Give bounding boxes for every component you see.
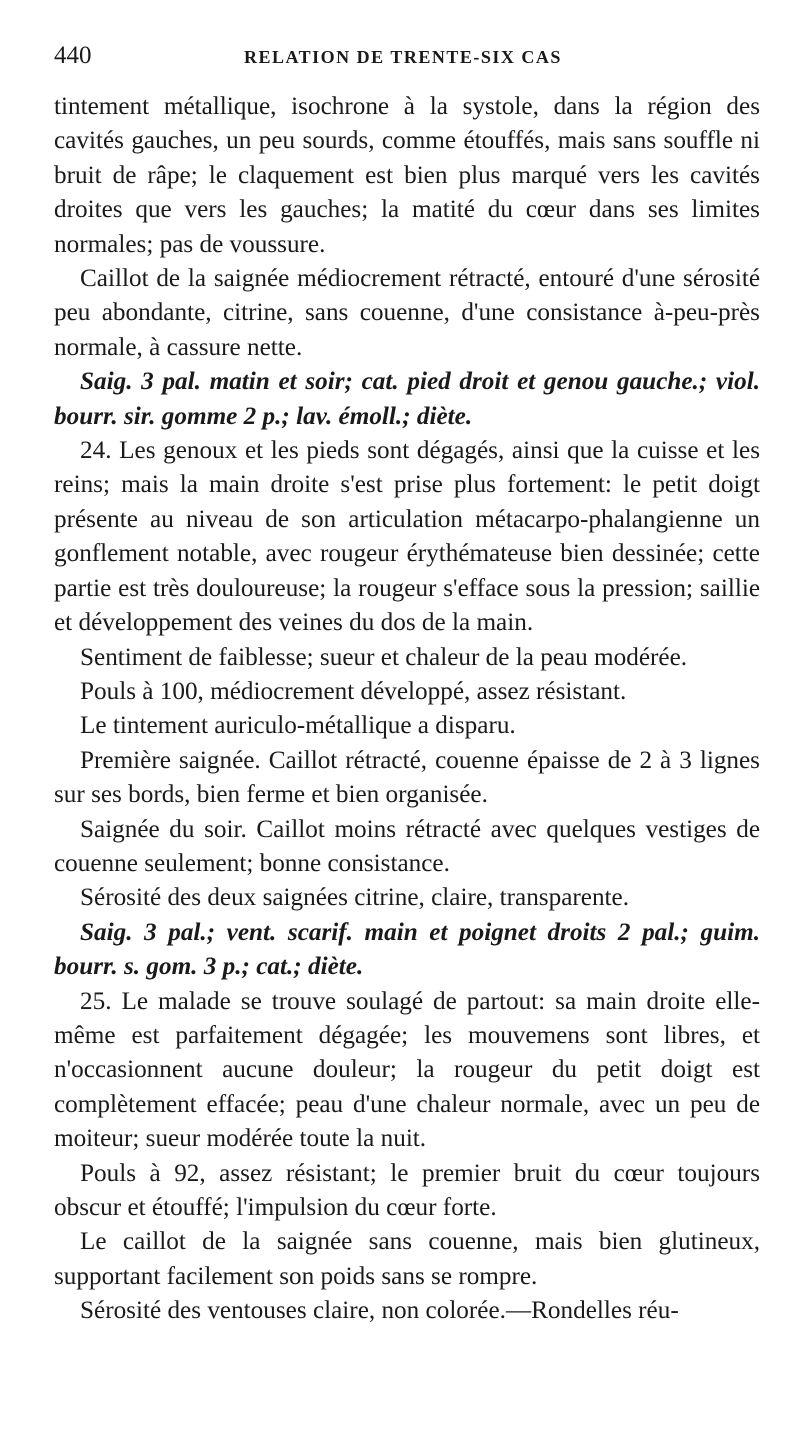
paragraph: Sentiment de faiblesse; sueur et chaleur de la peau modérée. — [80, 643, 688, 671]
paragraph: 25. Le malade se trouve soulagé de partout: sa main droite elle-même est parfaitement dégagée; les mouvemens sont libres, et n'occasionnent aucune douleur; la rougeur du petit doigt est complètement effacée; peau d'une chaleur normale, avec un peu de moiteur; sueur modérée toute la nuit. — [54, 987, 760, 1153]
paragraph: Saignée du soir. Caillot moins rétracté avec quelques vestiges de couenne seulement; bonne consistance. — [54, 815, 760, 877]
page-number: 440 — [54, 42, 92, 69]
paragraph: Caillot de la saignée médiocrement rétracté, entouré d'une sérosité peu abondante, citrine, sans couenne, d'une consistance à-peu-près normale, à cassure nette. — [54, 265, 760, 361]
page-header — [54, 42, 760, 82]
running-head: RELATION DE TRENTE-SIX CAS — [244, 47, 562, 67]
paragraph: Pouls à 92, assez résistant; le premier bruit du cœur toujours obscur et étouffé; l'impulsion du cœur forte. — [54, 1159, 760, 1221]
paragraph: tintement métallique, isochrone à la systole, dans la région des cavités gauches, un peu sourds, comme étouffés, mais sans souffle ni bruit de râpe; le claquement est bien plus marqué vers les cavités droites que vers les gauches; la matité du cœur dans ses limites normales; pas de voussure. — [54, 93, 760, 258]
paragraph: Première saignée. Caillot rétracté, couenne épaisse de 2 à 3 lignes sur ses bords, bien ferme et bien organisée. — [54, 746, 760, 809]
paragraph: Sérosité des ventouses claire, non colorée.—Rondelles réu- — [80, 1297, 679, 1325]
paragraph: Le caillot de la saignée sans couenne, mais bien glutineux, supportant facilement son poids sans se rompre. — [54, 1228, 760, 1290]
prescription: Saig. 3 pal.; vent. scarif. main et poignet droits 2 pal.; guim. bourr. s. gom. 3 p.; cat.; diète. — [54, 918, 760, 981]
body-text — [54, 90, 760, 1329]
paragraph: Le tintement auriculo-métallique a disparu. — [80, 712, 516, 740]
paragraph: Pouls à 100, médiocrement développé, assez résistant. — [80, 677, 627, 705]
paragraph: Sérosité des deux saignées citrine, claire, transparente. — [80, 884, 630, 912]
paragraph: 24. Les genoux et les pieds sont dégagés, ainsi que la cuisse et les reins; mais la main droite s'est prise plus fortement: le petit doigt présente au niveau de son articulation métacarpo-phalangienne un gonflement notable, avec rougeur érythémateuse bien dessinée; cette partie est très douloureuse; la rougeur s'efface sous la pression; saillie et développement des veines du dos de la main. — [54, 437, 760, 637]
prescription: Saig. 3 pal. matin et soir; cat. pied droit et genou gauche.; viol. bourr. sir. gomme 2 p.; lav. émoll.; diète. — [54, 368, 760, 430]
